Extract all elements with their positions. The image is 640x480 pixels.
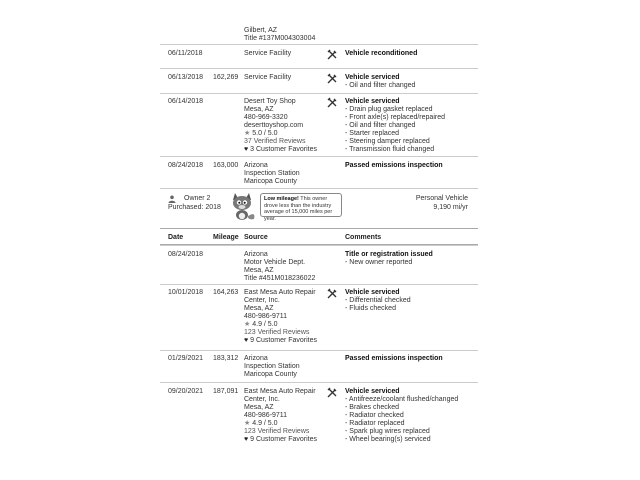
table-header — [160, 228, 478, 245]
source-website[interactable]: deserttoyshop.com — [244, 122, 304, 129]
record-mileage: 162,269 — [213, 74, 239, 81]
source-location: Maricopa County — [244, 178, 297, 185]
history-row — [160, 68, 478, 93]
record-mileage: 187,091 — [213, 388, 239, 395]
source-name: Arizona — [244, 162, 268, 169]
record-detail: - Drain plug gasket replaced — [345, 106, 433, 113]
history-row — [160, 350, 478, 382]
record-date: 08/24/2018 — [168, 162, 204, 169]
record-detail: - Front axle(s) replaced/repaired — [345, 114, 445, 121]
source-name: Center, Inc. — [244, 396, 280, 403]
record-date: 10/01/2018 — [168, 289, 204, 296]
wrench-screwdriver-icon — [326, 387, 340, 401]
record-date: 08/24/2018 — [168, 251, 204, 258]
source-phone[interactable]: 480-986-9711 — [244, 412, 288, 419]
record-detail: - New owner reported — [345, 259, 413, 266]
column-header-comments: Comments — [345, 234, 382, 241]
record-comment-title: Vehicle serviced — [345, 289, 400, 296]
source-rating: 4.9 / 5.0 — [252, 321, 278, 328]
top-source-line: Title #137M004303004 — [244, 35, 316, 42]
fox-mascot-icon — [228, 189, 258, 221]
column-header-date: Date — [168, 234, 184, 241]
source-location: Maricopa County — [244, 371, 297, 378]
source-location: Mesa, AZ — [244, 404, 274, 411]
record-detail: - Brakes checked — [345, 404, 400, 411]
source-favorites: 9 Customer Favorites — [250, 337, 318, 344]
record-comment-title: Vehicle serviced — [345, 388, 400, 395]
source-name: Arizona — [244, 355, 268, 362]
record-comment-title: Passed emissions inspection — [345, 162, 443, 169]
low-mileage-heading: Low mileage! — [264, 196, 299, 202]
heart-icon: ♥ — [244, 436, 249, 443]
record-detail: - Radiator replaced — [345, 420, 405, 427]
record-date: 06/14/2018 — [168, 98, 204, 105]
person-icon — [168, 195, 176, 203]
owner-purchased: Purchased: 2018 — [168, 204, 221, 211]
record-detail: - Differential checked — [345, 297, 411, 304]
record-comment-title: Vehicle serviced — [345, 74, 400, 81]
owner-section — [160, 188, 478, 228]
record-detail: - Oil and filter changed — [345, 82, 416, 89]
source-phone[interactable]: 480-969-3320 — [244, 114, 288, 121]
record-detail: - Starter replaced — [345, 130, 400, 137]
wrench-screwdriver-icon — [326, 73, 340, 87]
source-favorites: 3 Customer Favorites — [250, 146, 318, 153]
star-icon: ★ — [244, 321, 251, 328]
source-reviews[interactable]: 37 Verified Reviews — [244, 138, 306, 145]
source-name: East Mesa Auto Repair — [244, 388, 316, 395]
record-source: Service Facility — [244, 74, 292, 81]
history-row — [160, 382, 478, 450]
record-source — [244, 388, 324, 444]
history-row — [160, 93, 478, 156]
wrench-screwdriver-icon — [326, 288, 340, 302]
record-mileage: 163,000 — [213, 162, 239, 169]
record-source: Service Facility — [244, 50, 292, 57]
wrench-screwdriver-icon — [326, 49, 340, 63]
source-name: Desert Toy Shop — [244, 98, 296, 105]
record-source — [244, 98, 324, 154]
owner-label: Owner 2 — [184, 195, 211, 202]
record-comments — [345, 98, 480, 154]
record-comments — [345, 289, 480, 313]
record-comment-title: Title or registration issued — [345, 251, 433, 258]
wrench-screwdriver-icon — [326, 97, 340, 111]
record-date: 06/13/2018 — [168, 74, 204, 81]
source-title: Title #451M018236022 — [244, 275, 316, 282]
source-reviews[interactable]: 123 Verified Reviews — [244, 329, 310, 336]
source-reviews[interactable]: 123 Verified Reviews — [244, 428, 310, 435]
source-name: Inspection Station — [244, 170, 300, 177]
source-location: Mesa, AZ — [244, 305, 274, 312]
star-icon: ★ — [244, 130, 251, 137]
record-date: 01/29/2021 — [168, 355, 204, 362]
record-comment-title: Vehicle reconditioned — [345, 50, 418, 57]
record-date: 09/20/2021 — [168, 388, 204, 395]
miles-per-year: 9,190 mi/yr — [433, 204, 468, 211]
star-icon: ★ — [244, 420, 251, 427]
low-mileage-text: This owner drove less than the industry average of 15,000 miles per year. — [264, 196, 333, 222]
source-location: Mesa, AZ — [244, 106, 274, 113]
record-mileage: 183,312 — [213, 355, 239, 362]
record-comments — [345, 251, 480, 267]
history-row — [160, 44, 478, 68]
source-name: Center, Inc. — [244, 297, 280, 304]
source-location: Mesa, AZ — [244, 267, 274, 274]
vehicle-history-page — [160, 0, 478, 480]
history-row — [160, 284, 478, 350]
column-header-mileage: Mileage — [213, 234, 239, 241]
history-row — [160, 245, 478, 284]
record-date: 06/11/2018 — [168, 50, 203, 57]
source-name: Motor Vehicle Dept. — [244, 259, 306, 266]
record-detail: - Wheel bearing(s) serviced — [345, 436, 431, 443]
record-detail: - Antifreeze/coolant flushed/changed — [345, 396, 459, 403]
record-source — [244, 289, 324, 345]
top-source-block — [244, 27, 315, 43]
record-detail: - Oil and filter changed — [345, 122, 416, 129]
vehicle-type: Personal Vehicle — [415, 195, 468, 202]
record-comments — [345, 388, 480, 444]
record-comment-title: Passed emissions inspection — [345, 355, 443, 362]
record-comment-title: Vehicle serviced — [345, 98, 400, 105]
heart-icon: ♥ — [244, 146, 249, 153]
column-header-source: Source — [244, 234, 268, 241]
record-mileage: 164,263 — [213, 289, 239, 296]
record-source — [244, 251, 324, 283]
source-name: Arizona — [244, 251, 268, 258]
source-name: Inspection Station — [244, 363, 300, 370]
record-detail: - Transmission fluid changed — [345, 146, 435, 153]
source-rating: 4.9 / 5.0 — [252, 420, 278, 427]
source-rating: 5.0 / 5.0 — [252, 130, 278, 137]
low-mileage-tooltip — [260, 193, 342, 222]
record-detail: - Radiator checked — [345, 412, 404, 419]
record-detail: - Steering damper replaced — [345, 138, 430, 145]
source-phone[interactable]: 480-986-9711 — [244, 313, 288, 320]
top-source-line: Gilbert, AZ — [244, 27, 278, 34]
record-source — [244, 355, 324, 379]
record-source — [244, 162, 324, 186]
record-detail: - Spark plug wires replaced — [345, 428, 430, 435]
record-detail: - Fluids checked — [345, 305, 396, 312]
history-row — [160, 156, 478, 188]
source-favorites: 9 Customer Favorites — [250, 436, 318, 443]
heart-icon: ♥ — [244, 337, 249, 344]
record-comments — [345, 74, 480, 90]
source-name: East Mesa Auto Repair — [244, 289, 316, 296]
